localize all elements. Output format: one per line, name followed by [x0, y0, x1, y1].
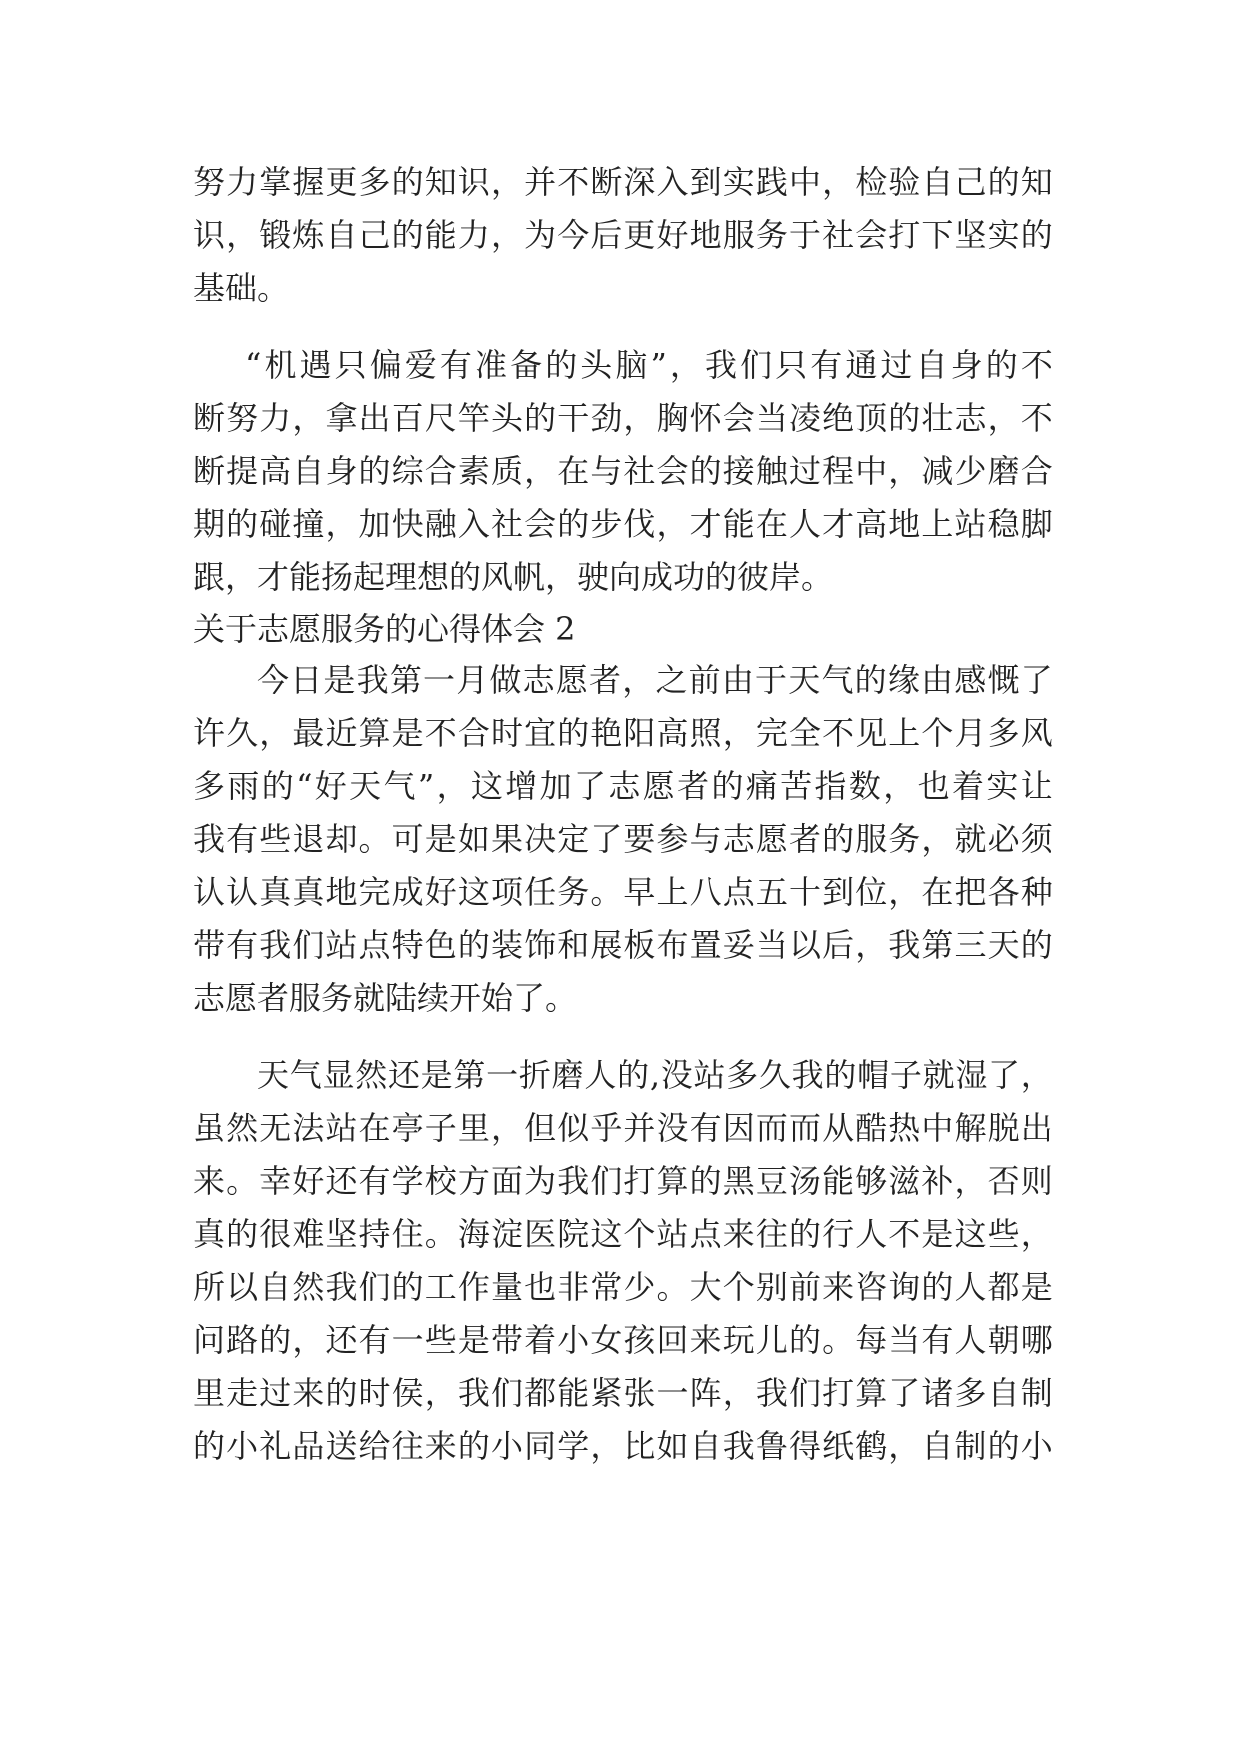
paragraph-line: 真 的 很 难 坚 持 住 。 海 淀 医 院 这 个 站 点 来 往 的 行 人 不 是 这 些 ，	[193, 1215, 1053, 1253]
paragraph-line: 里 走 过 来 的 时 侯 ， 我 们 都 能 紧 张 一 阵 ， 我 们 打 算 了 诸 多 自 制	[193, 1374, 1053, 1412]
paragraph-line: 许 久 ， 最 近 算 是 不 合 时 宜 的 艳 阳 高 照 ， 完 全 不 见 上 个 月 多 风	[193, 714, 1053, 752]
paragraph-line: 的 小 礼 品 送 给 往 来 的 小 同 学 ， 比 如 自 我 鲁 得 纸 鹤 ， 自 制 的 小	[193, 1427, 1053, 1465]
paragraph-line: 识 ， 锻 炼 自 己 的 能 力 ， 为 今 后 更 好 地 服 务 于 社 会 打 下 坚 实 的	[193, 216, 1053, 254]
paragraph-line: 带 有 我 们 站 点 特 色 的 装 饰 和 展 板 布 置 妥 当 以 后 ， 我 第 三 天 的	[193, 926, 1053, 964]
paragraph-line: 问 路 的 ， 还 有 一 些 是 带 着 小 女 孩 回 来 玩 儿 的 。 每 当 有 人 朝 哪	[193, 1321, 1053, 1359]
paragraph-line: 断 努 力 ， 拿 出 百 尺 竿 头 的 干 劲 ， 胸 怀 会 当 凌 绝 顶 的 壮 志 ， 不	[193, 399, 1053, 437]
paragraph-line: 多 雨 的 “ 好 天 气 ” ， 这 增 加 了 志 愿 者 的 痛 苦 指 数 ， 也 着 实 让	[193, 767, 1053, 805]
paragraph-line: 努 力 掌 握 更 多 的 知 识 ， 并 不 断 深 入 到 实 践 中 ， 检 验 自 己 的 知	[193, 163, 1053, 201]
paragraph-line: 期 的 碰 撞 ， 加 快 融 入 社 会 的 步 伐 ， 才 能 在 人 才 高 地 上 站 稳 脚	[193, 505, 1053, 543]
paragraph-line: 天 气 显 然 还 是 第 一 折 磨 人 的 , 没 站 多 久 我 的 帽 子 就 湿 了 ，	[257, 1056, 1053, 1094]
paragraph-line: 所 以 自 然 我 们 的 工 作 量 也 非 常 少 。 大 个 别 前 来 咨 询 的 人 都 是	[193, 1268, 1053, 1306]
document-body	[193, 156, 1053, 1473]
paragraph-line: 跟，才能扬起理想的风帆，驶向成功的彼岸。	[193, 558, 834, 596]
paragraph-line: 断 提 高 自 身 的 综 合 素 质 ， 在 与 社 会 的 接 触 过 程 中 ， 减 少 磨 合	[193, 452, 1053, 490]
paragraph-line: 今 日 是 我 第 一 月 做 志 愿 者 ， 之 前 由 于 天 气 的 缘 由 感 慨 了	[257, 661, 1053, 699]
paragraph-line: 来 。 幸 好 还 有 学 校 方 面 为 我 们 打 算 的 黑 豆 汤 能 够 滋 补 ， 否 则	[193, 1162, 1053, 1200]
paragraph-line: 认 认 真 真 地 完 成 好 这 项 任 务 。 早 上 八 点 五 十 到 位 ， 在 把 各 种	[193, 873, 1053, 911]
paragraph-line: 志愿者服务就陆续开始了。	[193, 979, 578, 1017]
paragraph-line: 虽 然 无 法 站 在 亭 子 里 ， 但 似 乎 并 没 有 因 而 而 从 酷 热 中 解 脱 出	[193, 1109, 1053, 1147]
paragraph-line: 基础。	[193, 269, 290, 307]
paragraph-line: 我 有 些 退 却 。 可 是 如 果 决 定 了 要 参 与 志 愿 者 的 服 务 ， 就 必 须	[193, 820, 1053, 858]
section-title: 关于志愿服务的心得体会 2	[193, 610, 576, 648]
paragraph-line: “ 机 遇 只 偏 爱 有 准 备 的 头 脑 ” ， 我 们 只 有 通 过 自 身 的 不	[245, 346, 1053, 384]
